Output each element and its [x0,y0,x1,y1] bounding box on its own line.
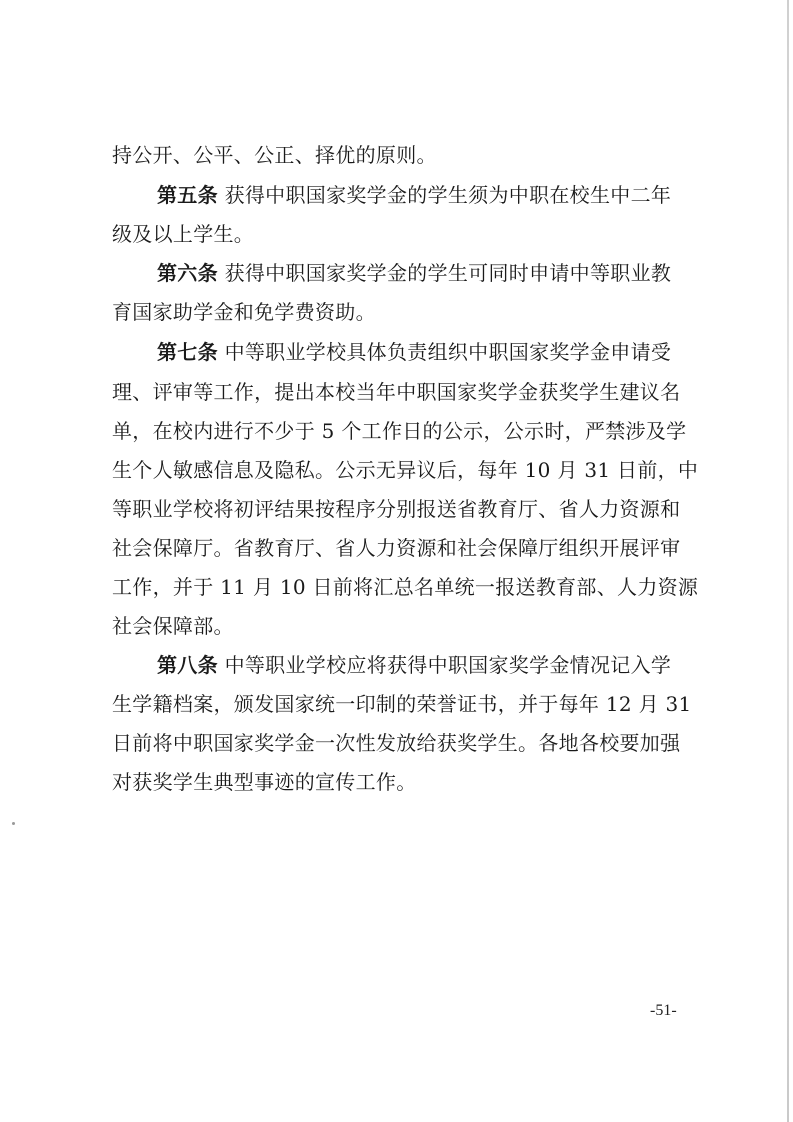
article-8-line: 对获奖学生典型事迹的宣传工作。 [112,770,417,794]
article-7-line: 社会保障厅。省教育厅、省人力资源和社会保障厅组织开展评审 [112,536,681,560]
scan-edge-divider [787,0,789,1122]
article-5-line [157,183,671,207]
article-5-text: 获得中职国家奖学金的学生须为中职在校生中二年 [224,183,672,207]
article-7-line: 理、评审等工作，提出本校当年中职国家奖学金获奖学生建议名 [112,380,681,404]
article-7-line: 等职业学校将初评结果按程序分别报送省教育厅、省人力资源和 [112,497,681,521]
article-8-line: 生学籍档案，颁发国家统一印制的荣誉证书，并于每年 12 月 31 [112,692,692,716]
article-5-label: 第五条 [157,183,218,207]
article-8-line: 日前将中职国家奖学金一次性发放给获奖学生。各地各校要加强 [112,731,681,755]
article-8-line [157,653,671,677]
article-7-line: 单，在校内进行不少于 5 个工作日的公示，公示时，严禁涉及学 [112,419,687,443]
article-8-text: 中等职业学校应将获得中职国家奖学金情况记入学 [224,653,672,677]
article-7-line [157,340,671,364]
article-7-line: 社会保障部。 [112,614,234,638]
article-8-label: 第八条 [157,653,218,677]
article-7-label: 第七条 [157,340,218,364]
article-7-line: 工作，并于 11 月 10 日前将汇总名单统一报送教育部、人力资源 [112,575,699,599]
article-6-line [157,261,671,285]
article-6-line: 育国家助学金和免学费资助。 [112,300,376,324]
article-5-line: 级及以上学生。 [112,222,255,246]
article-6-text: 获得中职国家奖学金的学生可同时申请中等职业教 [224,261,672,285]
page-number: -51- [650,1002,677,1019]
article-7-line: 生个人敏感信息及隐私。公示无异议后，每年 10 月 31 日前，中 [112,458,699,482]
article-6-label: 第六条 [157,261,218,285]
paragraph-line: 持公开、公平、公正、择优的原则。 [112,143,437,167]
article-7-text: 中等职业学校具体负责组织中职国家奖学金申请受 [224,340,672,364]
scan-speck [12,822,15,825]
